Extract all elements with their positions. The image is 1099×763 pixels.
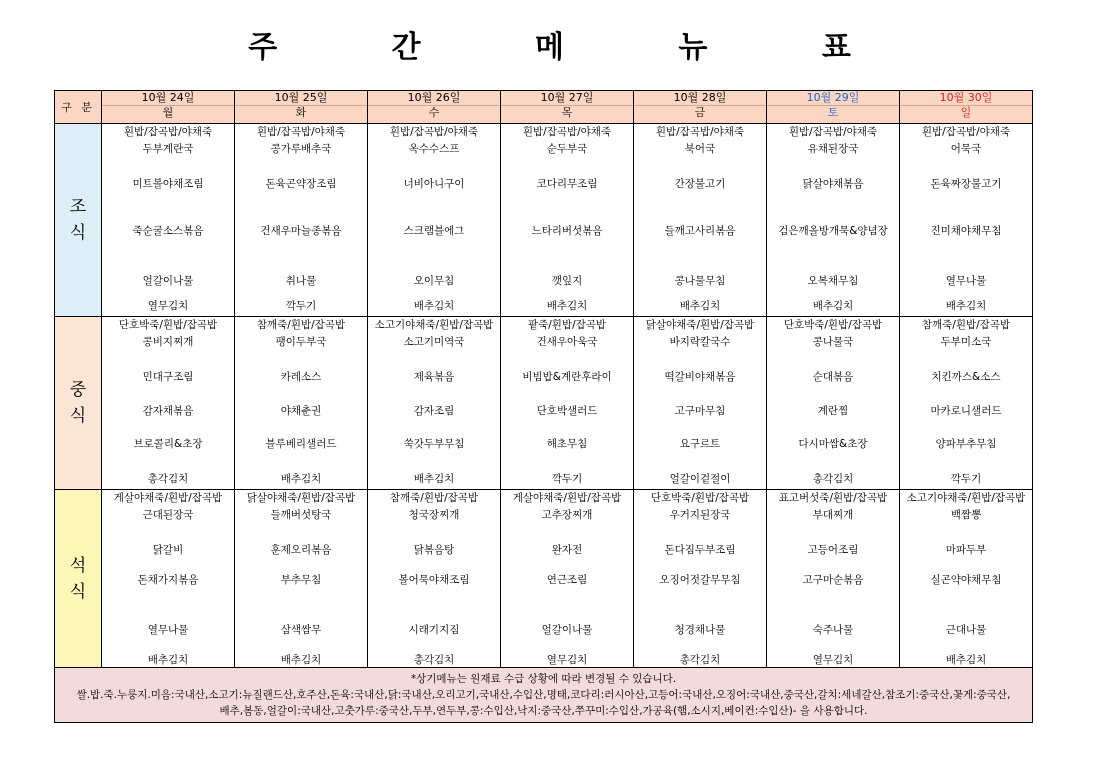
menu-item: 숙주나물 bbox=[812, 624, 854, 636]
menu-item: 단호박죽/흰밥/잡곡밥 bbox=[118, 319, 218, 331]
weekday-label: 금 bbox=[694, 106, 706, 119]
menu-item: 배추김치 bbox=[413, 300, 455, 312]
menu-item: 실곤약야채무침 bbox=[930, 574, 1002, 586]
notes-line: 쌀.밥.죽.누룽지.미음:국내산,소고기:뉴질랜드산,호주산,돈육:국내산,닭:국내산,오리고기,국내산,수입산,명태,코다리:러시아산,고등어:국내산,오징어:국내산,중국산,갈치:세네갈산,참조기:중국산,꽃게:중국산, bbox=[76, 689, 1011, 701]
menu-cell bbox=[501, 490, 634, 668]
menu-item: 돈육곤약장조림 bbox=[265, 178, 337, 190]
day-header bbox=[634, 91, 767, 124]
menu-cell bbox=[900, 317, 1033, 490]
menu-item: 브로콜리&초장 bbox=[133, 438, 203, 450]
date-label: 10월 27일 bbox=[501, 91, 633, 106]
day-header bbox=[501, 91, 634, 124]
menu-cell bbox=[767, 124, 900, 317]
menu-item: 다시마쌈&초장 bbox=[798, 438, 868, 450]
menu-item: 게살야채죽/흰밥/잡곡밥 bbox=[113, 492, 223, 504]
menu-item: 참깨죽/흰밥/잡곡밥 bbox=[389, 492, 479, 504]
menu-item: 총각김치 bbox=[147, 473, 189, 485]
notes-line: *상기메뉴는 원재료 수급 상황에 따라 변경될 수 있습니다. bbox=[410, 673, 677, 685]
menu-item: 오징어젓갈무무침 bbox=[659, 574, 741, 586]
menu-item: 바지락칼국수 bbox=[669, 336, 731, 348]
menu-item: 얼갈이나물 bbox=[541, 624, 593, 636]
meal-label-breakfast: 조 식 bbox=[55, 124, 102, 317]
menu-item: 깍두기 bbox=[950, 473, 982, 485]
menu-item: 열무김치 bbox=[147, 300, 189, 312]
menu-item: 건새우아욱국 bbox=[536, 336, 598, 348]
menu-item: 열무나물 bbox=[147, 624, 189, 636]
menu-item: 배추김치 bbox=[280, 473, 322, 485]
menu-item: 민대구조림 bbox=[142, 371, 194, 383]
menu-item: 흰밥/잡곡밥/야채죽 bbox=[389, 126, 479, 138]
menu-item: 콩비지찌개 bbox=[142, 336, 194, 348]
menu-item: 콩나물무침 bbox=[674, 275, 726, 287]
menu-item: 순대볶음 bbox=[812, 371, 854, 383]
menu-item: 닭볶음탕 bbox=[413, 544, 455, 556]
menu-cell bbox=[900, 124, 1033, 317]
menu-item: 계란찜 bbox=[817, 405, 849, 417]
menu-cell bbox=[102, 124, 235, 317]
lunch-row bbox=[55, 317, 1033, 490]
weekday-label: 일 bbox=[960, 106, 972, 119]
menu-cell bbox=[102, 317, 235, 490]
menu-item: 배추김치 bbox=[413, 473, 455, 485]
menu-item: 고구마무침 bbox=[674, 405, 726, 417]
day-header bbox=[102, 91, 235, 124]
menu-item: 닭살야채죽/흰밥/잡곡밥 bbox=[246, 492, 356, 504]
menu-item: 오복채무침 bbox=[807, 275, 859, 287]
menu-item: 팽이두부국 bbox=[275, 336, 327, 348]
menu-item: 두부미소국 bbox=[940, 336, 992, 348]
menu-item: 간장불고기 bbox=[674, 178, 726, 190]
weekday-label: 토 bbox=[827, 106, 839, 119]
menu-cell bbox=[501, 317, 634, 490]
notes-row bbox=[55, 668, 1033, 723]
menu-item: 블루베리샐러드 bbox=[265, 438, 337, 450]
menu-item: 열무김치 bbox=[546, 654, 588, 666]
date-label: 10월 25일 bbox=[235, 91, 367, 106]
menu-cell bbox=[501, 124, 634, 317]
menu-item: 고구마순볶음 bbox=[802, 574, 864, 586]
menu-item: 깍두기 bbox=[551, 473, 583, 485]
meal-label-dinner: 석 식 bbox=[55, 490, 102, 668]
menu-item: 흰밥/잡곡밥/야채죽 bbox=[921, 126, 1011, 138]
menu-cell bbox=[102, 490, 235, 668]
day-header bbox=[368, 91, 501, 124]
menu-cell bbox=[368, 490, 501, 668]
menu-item: 단호박샐러드 bbox=[536, 405, 598, 417]
menu-item: 시래기지짐 bbox=[408, 624, 460, 636]
menu-item: 돈다짐두부조림 bbox=[664, 544, 736, 556]
menu-item: 팥죽/흰밥/잡곡밥 bbox=[527, 319, 607, 331]
menu-item: 옥수수스프 bbox=[408, 143, 460, 155]
menu-item: 느타리버섯볶음 bbox=[531, 225, 603, 237]
menu-item: 감자조림 bbox=[413, 405, 455, 417]
menu-cell bbox=[368, 124, 501, 317]
dinner-row bbox=[55, 490, 1033, 668]
menu-item: 닭살야채죽/흰밥/잡곡밥 bbox=[645, 319, 755, 331]
menu-item: 배추김치 bbox=[546, 300, 588, 312]
menu-item: 깍두기 bbox=[285, 300, 317, 312]
menu-item: 완자전 bbox=[551, 544, 583, 556]
header-row bbox=[55, 91, 1033, 124]
menu-item: 감자채볶음 bbox=[142, 405, 194, 417]
menu-item: 열무나물 bbox=[945, 275, 987, 287]
menu-item: 카레소스 bbox=[280, 371, 322, 383]
menu-item: 고추장찌개 bbox=[541, 509, 593, 521]
menu-item: 양파부추무침 bbox=[935, 438, 997, 450]
menu-item: 흰밥/잡곡밥/야채죽 bbox=[522, 126, 612, 138]
meal-label-lunch: 중 식 bbox=[55, 317, 102, 490]
menu-item: 흰밥/잡곡밥/야채죽 bbox=[788, 126, 878, 138]
menu-item: 연근조림 bbox=[546, 574, 588, 586]
menu-item: 순두부국 bbox=[546, 143, 588, 155]
menu-item: 참깨죽/흰밥/잡곡밥 bbox=[256, 319, 346, 331]
menu-item: 백짬뽕 bbox=[950, 509, 982, 521]
menu-item: 너비아니구이 bbox=[403, 178, 465, 190]
date-label: 10월 24일 bbox=[102, 91, 234, 106]
menu-item: 얼갈이겉절이 bbox=[669, 473, 731, 485]
menu-item: 쑥갓두부무침 bbox=[403, 438, 465, 450]
menu-item: 들깨버섯탕국 bbox=[270, 509, 332, 521]
menu-item: 죽순굴소스볶음 bbox=[132, 225, 204, 237]
day-header bbox=[235, 91, 368, 124]
menu-cell bbox=[634, 124, 767, 317]
menu-item: 표고버섯죽/흰밥/잡곡밥 bbox=[778, 492, 888, 504]
menu-item: 배추김치 bbox=[812, 300, 854, 312]
menu-item: 들깨고사리볶음 bbox=[664, 225, 736, 237]
menu-item: 소고기미역국 bbox=[403, 336, 465, 348]
menu-item: 요구르트 bbox=[679, 438, 721, 450]
menu-item: 배추김치 bbox=[945, 300, 987, 312]
menu-item: 취나물 bbox=[285, 275, 317, 287]
menu-item: 마카로니샐러드 bbox=[930, 405, 1002, 417]
menu-item: 스크램블에그 bbox=[403, 225, 465, 237]
menu-item: 제육볶음 bbox=[413, 371, 455, 383]
menu-item: 떡갈비야채볶음 bbox=[664, 371, 736, 383]
menu-item: 콩나물국 bbox=[812, 336, 854, 348]
notes-line: 배추,봄동,얼갈이:국내산,고춧가루:중국산,두부,연두부,콩:수입산,낙지:중국산,쭈꾸미:수입산,가공육(햄,소시지,베이컨:수입산)- 을 사용합니다. bbox=[219, 705, 868, 717]
day-header-sunday bbox=[900, 91, 1033, 124]
page-title: 주 간 메 뉴 표 bbox=[248, 30, 903, 65]
menu-item: 부대찌개 bbox=[812, 509, 854, 521]
menu-item: 닭갈비 bbox=[152, 544, 184, 556]
menu-item: 훈제오리볶음 bbox=[270, 544, 332, 556]
date-label: 10월 29일 bbox=[767, 91, 899, 106]
gubun-header: 구 분 bbox=[55, 91, 102, 124]
menu-item: 비빔밥&계란후라이 bbox=[522, 371, 612, 383]
menu-item: 근대된장국 bbox=[142, 509, 194, 521]
weekly-menu-table bbox=[54, 90, 1033, 723]
menu-item: 흰밥/잡곡밥/야채죽 bbox=[256, 126, 346, 138]
menu-item: 돈채가지볶음 bbox=[137, 574, 199, 586]
weekday-label: 목 bbox=[561, 106, 573, 119]
menu-item: 돈육짜장불고기 bbox=[930, 178, 1002, 190]
date-label: 10월 28일 bbox=[634, 91, 766, 106]
menu-cell bbox=[767, 317, 900, 490]
menu-item: 소고기야채죽/흰밥/잡곡밥 bbox=[906, 492, 1026, 504]
notes-cell bbox=[55, 668, 1033, 723]
menu-item: 해초무침 bbox=[546, 438, 588, 450]
menu-cell bbox=[235, 490, 368, 668]
menu-item: 총각김치 bbox=[812, 473, 854, 485]
day-header-saturday bbox=[767, 91, 900, 124]
menu-cell bbox=[368, 317, 501, 490]
menu-item: 게살야채죽/흰밥/잡곡밥 bbox=[512, 492, 622, 504]
date-label: 10월 30일 bbox=[900, 91, 1032, 106]
menu-item: 북어국 bbox=[684, 143, 716, 155]
menu-item: 유채된장국 bbox=[807, 143, 859, 155]
menu-item: 검은깨올방개묵&양념장 bbox=[778, 225, 888, 237]
menu-item: 흰밥/잡곡밥/야채죽 bbox=[123, 126, 213, 138]
menu-item: 닭살야채볶음 bbox=[802, 178, 864, 190]
menu-item: 배추김치 bbox=[679, 300, 721, 312]
menu-item: 청국장찌개 bbox=[408, 509, 460, 521]
menu-cell bbox=[235, 317, 368, 490]
menu-item: 깻잎지 bbox=[551, 275, 583, 287]
menu-item: 고등어조림 bbox=[807, 544, 859, 556]
menu-item: 콩가루배추국 bbox=[270, 143, 332, 155]
menu-item: 오이무침 bbox=[413, 275, 455, 287]
menu-cell bbox=[634, 490, 767, 668]
breakfast-row bbox=[55, 124, 1033, 317]
menu-item: 배추김치 bbox=[945, 654, 987, 666]
menu-item: 단호박죽/흰밥/잡곡밥 bbox=[650, 492, 750, 504]
menu-item: 부추무침 bbox=[280, 574, 322, 586]
menu-item: 진미채야채무침 bbox=[930, 225, 1002, 237]
menu-item: 근대나물 bbox=[945, 624, 987, 636]
menu-item: 얼갈이나물 bbox=[142, 275, 194, 287]
menu-item: 마파두부 bbox=[945, 544, 987, 556]
menu-item: 소고기야채죽/흰밥/잡곡밥 bbox=[374, 319, 494, 331]
menu-cell bbox=[235, 124, 368, 317]
menu-item: 볼어묵야채조림 bbox=[398, 574, 470, 586]
menu-item: 야채춘권 bbox=[280, 405, 322, 417]
menu-item: 코다리무조림 bbox=[536, 178, 598, 190]
menu-item: 치킨까스&소스 bbox=[931, 371, 1001, 383]
menu-item: 배추김치 bbox=[280, 654, 322, 666]
menu-item: 미트볼야채조림 bbox=[132, 178, 204, 190]
menu-item: 청경채나물 bbox=[674, 624, 726, 636]
weekday-label: 화 bbox=[295, 106, 307, 119]
weekday-label: 수 bbox=[428, 106, 440, 119]
date-label: 10월 26일 bbox=[368, 91, 500, 106]
menu-item: 건새우마늘종볶음 bbox=[260, 225, 342, 237]
menu-item: 열무김치 bbox=[812, 654, 854, 666]
menu-item: 두부계란국 bbox=[142, 143, 194, 155]
menu-item: 우거지된장국 bbox=[669, 509, 731, 521]
menu-item: 총각김치 bbox=[679, 654, 721, 666]
menu-item: 단호박죽/흰밥/잡곡밥 bbox=[783, 319, 883, 331]
menu-item: 배추김치 bbox=[147, 654, 189, 666]
menu-cell bbox=[767, 490, 900, 668]
weekday-label: 월 bbox=[162, 106, 174, 119]
menu-item: 참깨죽/흰밥/잡곡밥 bbox=[921, 319, 1011, 331]
menu-item: 어묵국 bbox=[950, 143, 982, 155]
menu-cell bbox=[900, 490, 1033, 668]
menu-cell bbox=[634, 317, 767, 490]
menu-item: 총각김치 bbox=[413, 654, 455, 666]
menu-item: 삼색쌈무 bbox=[280, 624, 322, 636]
menu-item: 흰밥/잡곡밥/야채죽 bbox=[655, 126, 745, 138]
